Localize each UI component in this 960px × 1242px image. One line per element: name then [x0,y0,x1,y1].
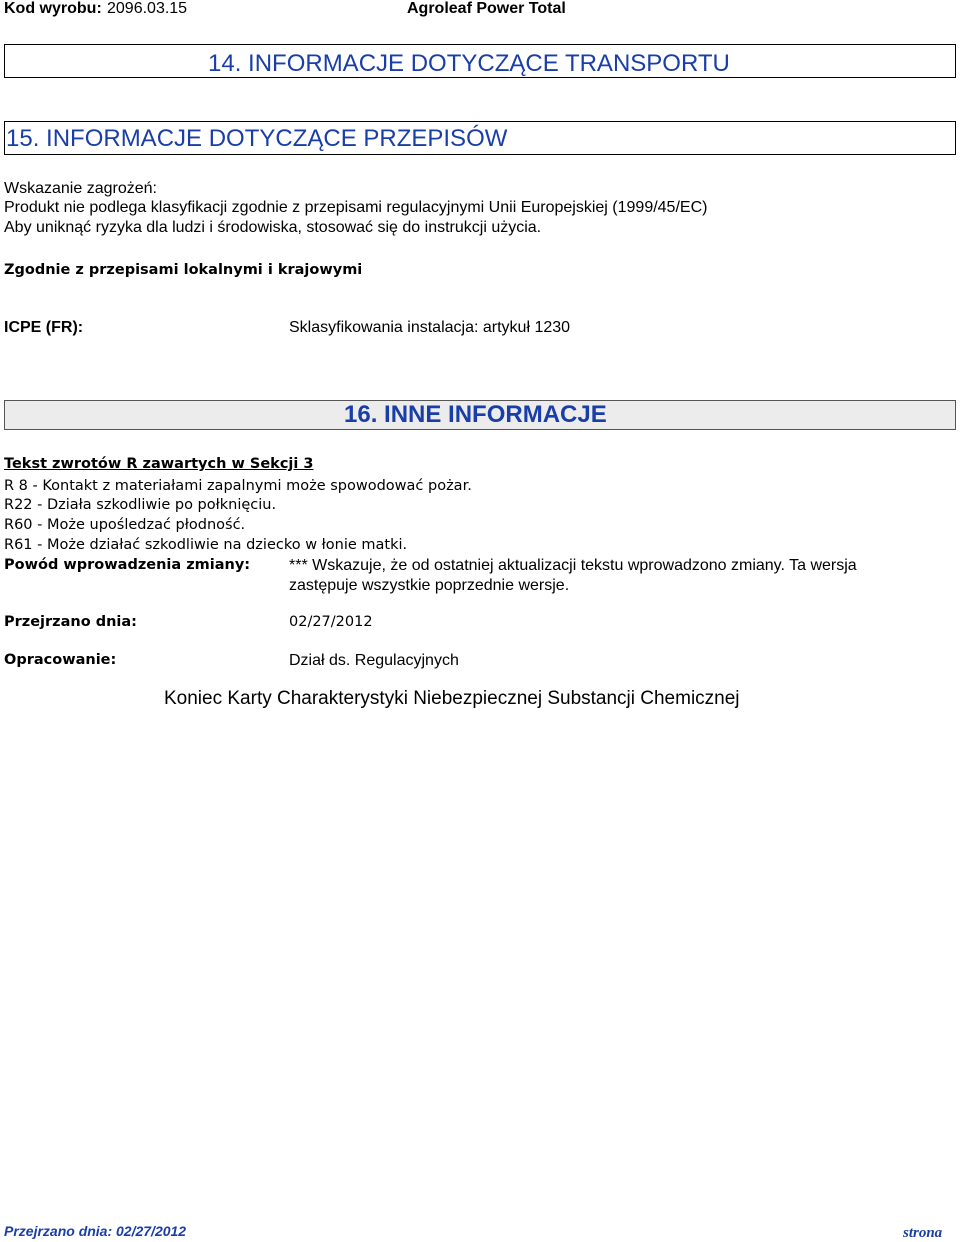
reviewed-date-label: Przejrzano dnia: [4,614,137,630]
section-14-title: 14. INFORMACJE DOTYCZĄCE TRANSPORTU [208,50,730,77]
section-16-title: 16. INNE INFORMACJE [344,401,607,428]
product-code-value: 2096.03.15 [107,0,188,17]
local-regulations-heading: Zgodnie z przepisami lokalnymi i krajowymi [4,262,363,278]
r-phrase-item: R60 - Może upośledzać płodność. [4,517,246,533]
r-phrases-heading: Tekst zwrotów R zawartych w Sekcji 3 [4,456,314,472]
reviewed-date-value: 02/27/2012 [289,614,373,630]
section-15-title: 15. INFORMACJE DOTYCZĄCE PRZEPISÓW [6,125,508,152]
change-reason-text: zastępuje wszystkie poprzednie wersje. [289,577,570,594]
product-code-label: Kod wyrobu: [4,0,102,17]
hazard-text-line: Aby uniknąć ryzyka dla ludzi i środowiska, stosować się do instrukcji użycia. [4,219,542,236]
end-of-sheet-title: Koniec Karty Charakterystyki Niebezpiecznej Substancji Chemicznej [164,688,740,709]
product-name: Agroleaf Power Total [407,0,566,17]
r-phrase-item: R 8 - Kontakt z materiałami zapalnymi może spowodować pożar. [4,478,472,494]
icpe-label: ICPE (FR): [4,319,84,336]
change-reason-text: *** Wskazuje, że od ostatniej aktualizacji tekstu wprowadzono zmiany. Ta wersja [289,557,857,574]
prepared-by-label: Opracowanie: [4,652,117,668]
prepared-by-value: Dział ds. Regulacyjnych [289,652,459,669]
icpe-value: Sklasyfikowania instalacja: artykuł 1230 [289,319,571,336]
footer-page-label: strona [903,1225,943,1241]
hazard-text-line: Produkt nie podlega klasyfikacji zgodnie z przepisami regulacyjnymi Unii Europejskiej (1999/45/EC) [4,199,708,216]
hazard-label: Wskazanie zagrożeń: [4,180,157,197]
r-phrase-item: R61 - Może działać szkodliwie na dziecko w łonie matki. [4,537,408,553]
footer-reviewed-date: Przejrzano dnia: 02/27/2012 [4,1223,187,1239]
r-phrase-item: R22 - Działa szkodliwie po połknięciu. [4,497,277,513]
change-reason-label: Powód wprowadzenia zmiany: [4,557,251,573]
